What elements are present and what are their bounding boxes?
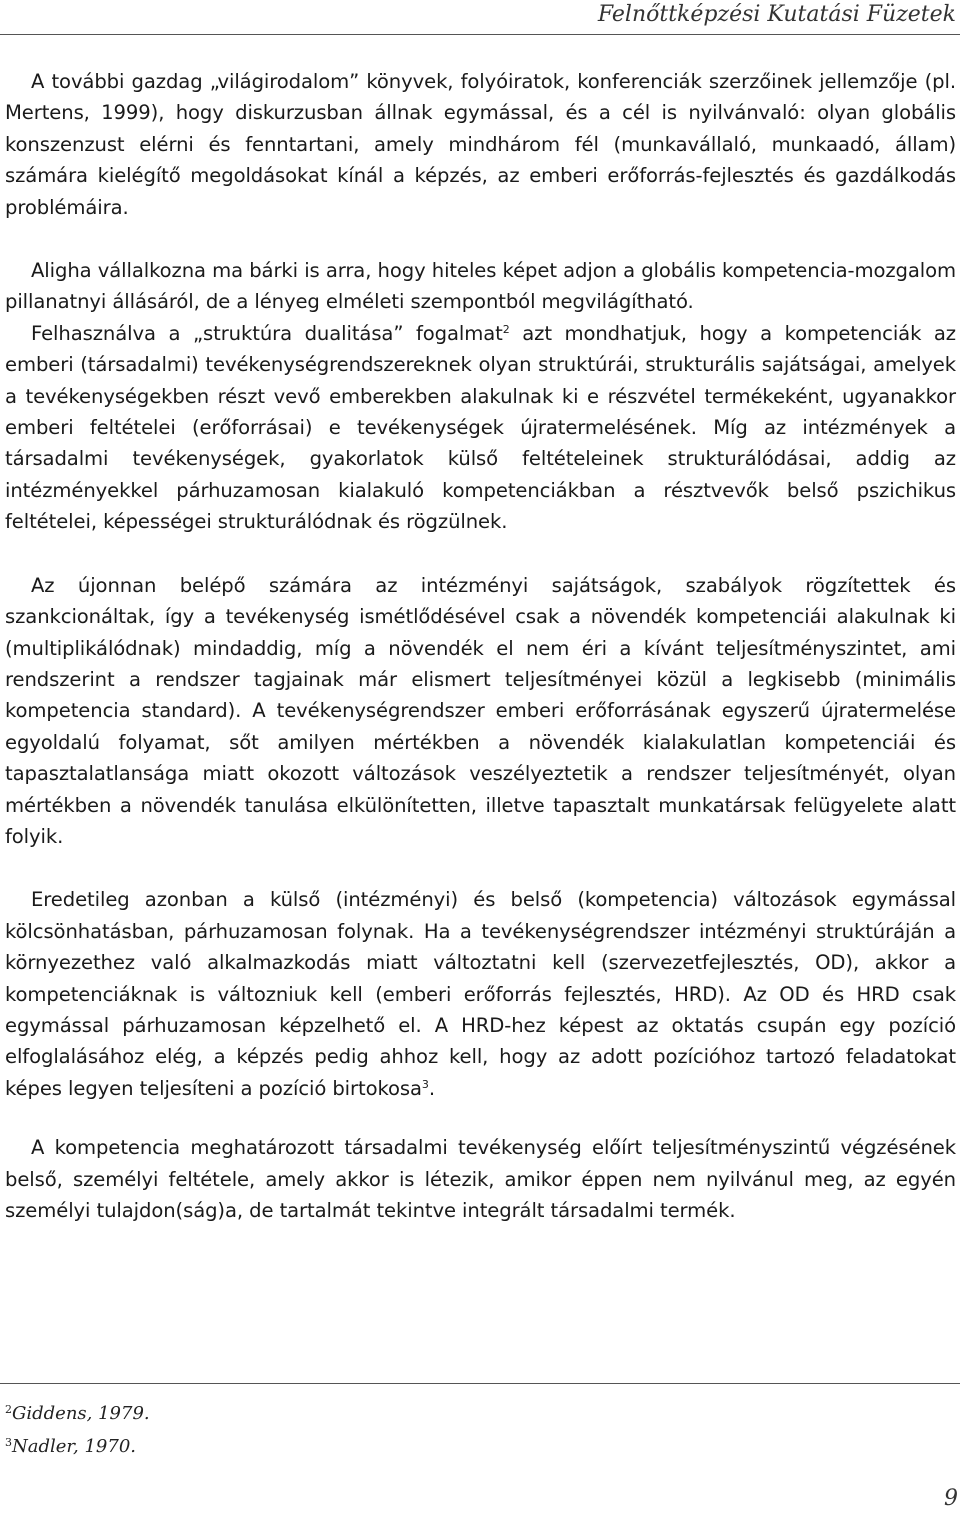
footnote-ref-2: 2 [502, 322, 510, 336]
paragraph-2: Aligha vállalkozna ma bárki is arra, hogy hiteles képet adjon a globális kompetencia-mozgalom pillanatnyi állásáról, de a lényeg elméleti szempontból megvilágítható. [5, 259, 956, 314]
paragraph-6: A kompetencia meghatározott társadalmi tevékenység előírt teljesítményszintű végzésének belső, személyi feltétele, amely akkor is létezik, amikor éppen nem nyilvánul meg, az egyén személyi tulajdon(ság)a, de tartalmát tekintve integrált társadalmi termék. [5, 1136, 956, 1222]
header-rule [0, 34, 960, 35]
paragraph-1: A további gazdag „világirodalom” könyvek, folyóiratok, konferenciák szerzőinek jellemzője (pl. Mertens, 1999), hogy diskurzusban állnak egymással, és a cél is nyilvánvaló: olyan globális konszenzust elérni és fenntartani, amely mindhárom fél (munkavállaló, munkaadó, állam) számára kielégítő megoldásokat kínál a képzés, az emberi erőforrás-fejlesztés és gazdálkodás problémáira. [5, 70, 956, 219]
footnote-1 [5, 1403, 150, 1424]
footnote-1-text: Giddens, 1979. [12, 1403, 150, 1424]
footnote-2 [5, 1436, 136, 1457]
paragraph-3-end: azt mondhatjuk, hogy a kompetenciák az emberi (társadalmi) tevékenységrendszereknek olyan struktúrái, strukturális sajátságai, amelyek a tevékenységekben részt vevő emberekben alakulnak ki e részvétel termékeként, ugyanakkor emberi feltételei (erőforrásai) e tevékenységek újratermelésének. Míg az intézmények a társadalmi tevékenységek, gyakorlatok külső feltételeinek strukturálódásai, addig az intézményekkel párhuzamosan kialakuló kompetenciákban a résztvevők belső pszichikus feltételei, képességei strukturálódnak és rögzülnek. [5, 321, 956, 534]
page-number: 9 [944, 1486, 958, 1511]
paragraph-5-start: Eredetileg azonban a külső (intézményi) és belső (kompetencia) változások egymással kölcsönhatásban, párhuzamosan folynak. Ha a tevékenységrendszer intézményi struktúráján a környezethez való alkalmazkodás miatt változtatni kell (szervezetfejlesztés, OD), akkor a kompetenciáknak is változniuk kell (emberi erőforrás fejlesztés, HRD). Az OD és HRD csak egymással párhuzamosan képzelhető el. A HRD-hez képest az oktatás csupán egy pozíció elfoglalásához elég, a képzés pedig ahhoz kell, hogy az adott pozícióhoz tartozó feladatokat képes legyen teljesíteni a pozíció birtokosa [5, 888, 956, 1100]
paragraph-5-end: . [428, 1076, 435, 1100]
paragraph-3-start: Felhasználva a „struktúra dualitása” fogalmat [31, 321, 503, 345]
paragraph-5 [5, 884, 956, 1104]
footnote-ref-3: 3 [421, 1077, 429, 1091]
paragraph-3 [5, 318, 956, 538]
paragraph-4: Az újonnan belépő számára az intézményi sajátságok, szabályok rögzítettek és szankcionáltak, így a tevékenység ismétlődésével csak a növendék kompetenciái alakulnak ki (multiplikálódnak) mindaddig, míg a növendék el nem éri a kívánt teljesítményszintet, ami rendszerint a rendszer tagjainak már elismert teljesítményei közül a legkisebb (minimális kompetencia standard). A tevékenységrendszer emberi erőforrásának egyszerű újratermelése egyoldalú folyamat, sőt amilyen mértékben a növendék kialakulatlan kompetenciái és tapasztalatlansága miatt okozott változások veszélyeztetik a rendszer teljesítményét, olyan mértékben a növendék tanulása elkülönítetten, illetve tapasztalt munkatársak felügyelete alatt folyik. [5, 573, 956, 848]
journal-title: Felnőttképzési Kutatási Füzetek [597, 2, 956, 27]
footnote-rule [0, 1383, 960, 1384]
running-header [0, 0, 960, 34]
body-text [5, 66, 956, 1226]
footnote-1-number: 2 [5, 1403, 12, 1416]
footnote-2-number: 3 [5, 1436, 12, 1449]
footnote-2-text: Nadler, 1970. [12, 1436, 137, 1457]
